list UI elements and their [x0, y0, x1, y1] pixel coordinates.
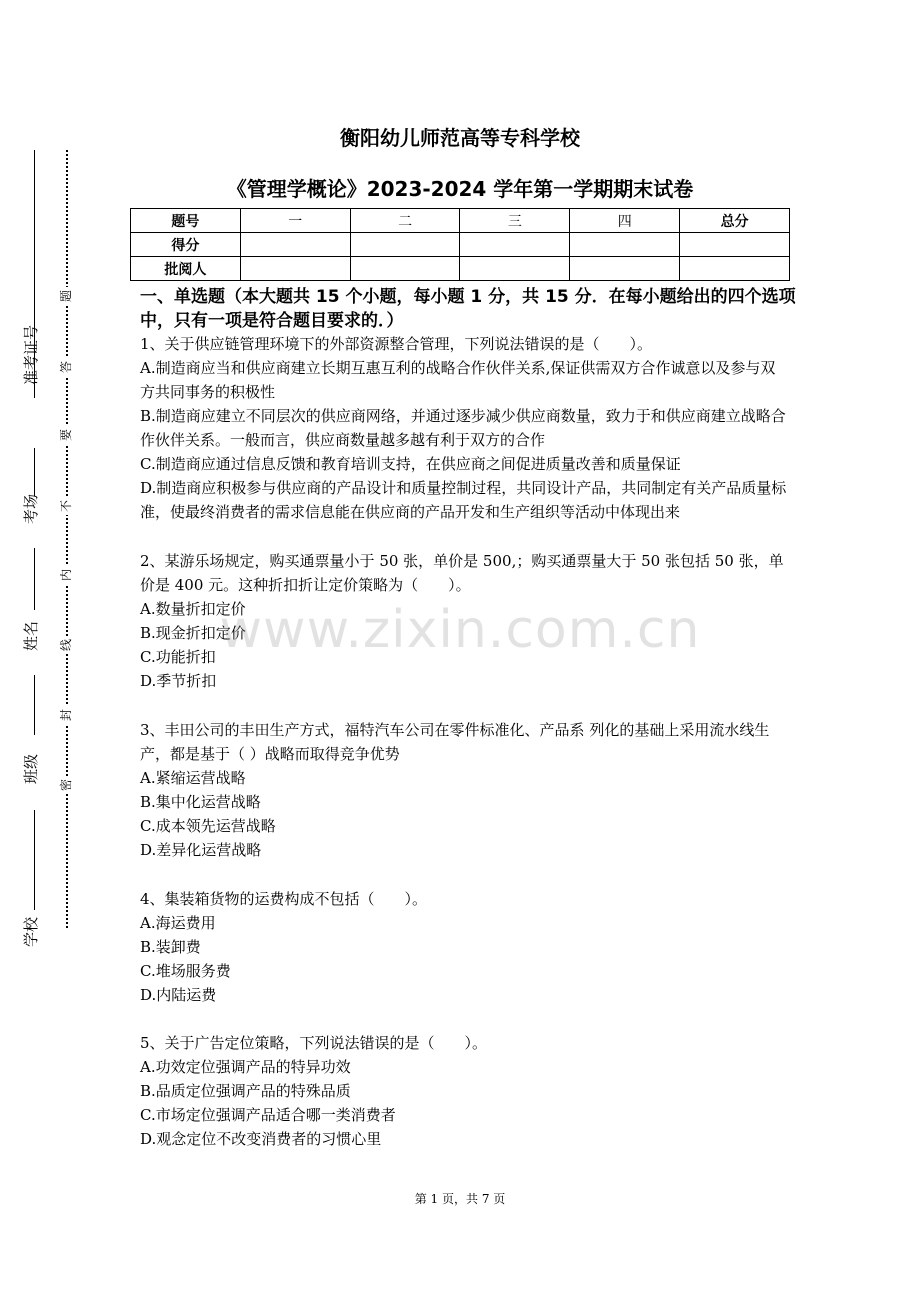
option-c: C.市场定位强调产品适合哪一类消费者 — [140, 1106, 396, 1124]
option-d: D.季节折扣 — [140, 672, 217, 690]
score-cell[interactable] — [570, 233, 680, 257]
question-3 — [140, 718, 790, 862]
seal-char: 线 — [57, 636, 75, 654]
seal-char: 封 — [57, 706, 75, 724]
seal-char: 答 — [57, 358, 75, 376]
grader-cell[interactable] — [570, 257, 680, 281]
name-label: 姓名 — [22, 621, 40, 652]
seal-char: 不 — [57, 497, 75, 515]
option-d: D.观念定位不改变消费者的习惯心里 — [140, 1130, 382, 1148]
option-c: C.制造商应通过信息反馈和教育培训支持，在供应商之间促进质量改善和质量保证 — [140, 455, 681, 473]
class-line — [34, 675, 35, 735]
school-label: 学校 — [22, 917, 40, 948]
question-stem: 3、丰田公司的丰田生产方式，福特汽车公司在零件标准化、产品系 列化的基础上采用流水线生产，都是基于（ ）战略而取得竞争优势 — [140, 721, 770, 763]
option-c: C.成本领先运营战略 — [140, 817, 276, 835]
option-d: D.差异化运营战略 — [140, 841, 262, 859]
grader-cell[interactable] — [350, 257, 460, 281]
seal-dotted-line — [66, 150, 68, 928]
grader-row — [131, 257, 790, 281]
column-header: 二 — [350, 209, 460, 233]
option-b: B.集中化运营战略 — [140, 793, 261, 811]
seal-char: 密 — [57, 776, 75, 794]
page-footer: 第 1 页，共 7 页 — [414, 1192, 506, 1206]
score-cell[interactable] — [680, 233, 790, 257]
grader-cell[interactable] — [460, 257, 570, 281]
school-title: 衡阳幼儿师范高等专科学校 — [340, 126, 580, 150]
option-b: B.品质定位强调产品的特殊品质 — [140, 1082, 351, 1100]
score-cell[interactable] — [460, 233, 570, 257]
watermark: www.zixin.com.cn — [219, 600, 701, 660]
question-stem: 1、关于供应链管理环境下的外部资源整合管理，下列说法错误的是（ ）。 — [140, 335, 653, 353]
option-a: A.紧缩运营战略 — [140, 769, 246, 787]
exam-number-label: 准考证号 — [22, 324, 40, 385]
score-row — [131, 233, 790, 257]
class-label: 班级 — [22, 754, 40, 785]
question-4 — [140, 887, 790, 1007]
option-c: C.功能折扣 — [140, 648, 216, 666]
row-label: 批阅人 — [131, 257, 241, 281]
school-line — [34, 810, 35, 910]
option-a: A.制造商应当和供应商建立长期互惠互利的战略合作伙伴关系,保证供需双方合作诚意以及参与双方共同事务的积极性 — [140, 359, 776, 401]
option-b: B.制造商应建立不同层次的供应商网络，并通过逐步减少供应商数量，致力于和供应商建立战略合作伙伴关系。一般而言，供应商数量越多越有利于双方的合作 — [140, 407, 786, 449]
question-stem: 2、某游乐场规定，购买通票量小于 50 张，单价是 500,；购买通票量大于 50 张包括 50 张，单价是 400 元。这种折扣折让定价策略为（ ）。 — [140, 552, 784, 594]
question-1 — [140, 332, 790, 524]
column-header: 题号 — [131, 209, 241, 233]
exam-title: 《管理学概论》2023-2024 学年第一学期期末试卷 — [226, 177, 694, 201]
option-a: A.数量折扣定价 — [140, 600, 246, 618]
row-label: 得分 — [131, 233, 241, 257]
score-table — [130, 208, 790, 281]
question-stem: 4、集装箱货物的运费构成不包括（ ）。 — [140, 890, 428, 908]
column-header: 一 — [240, 209, 350, 233]
score-cell[interactable] — [240, 233, 350, 257]
score-cell[interactable] — [350, 233, 460, 257]
question-stem: 5、关于广告定位策略，下列说法错误的是（ ）。 — [140, 1034, 488, 1052]
option-b: B.现金折扣定价 — [140, 624, 246, 642]
column-header: 三 — [460, 209, 570, 233]
column-header: 四 — [570, 209, 680, 233]
seal-char: 题 — [57, 287, 75, 305]
grader-cell[interactable] — [680, 257, 790, 281]
column-header: 总分 — [680, 209, 790, 233]
exam-room-label: 考场 — [22, 494, 40, 525]
seal-char: 要 — [57, 426, 75, 444]
option-a: A.海运费用 — [140, 914, 216, 932]
option-d: D.制造商应积极参与供应商的产品设计和质量控制过程，共同设计产品，共同制定有关产品质量标准，使最终消费者的需求信息能在供应商的产品开发和生产组织等活动中体现出来 — [140, 479, 787, 521]
question-5 — [140, 1031, 790, 1151]
score-table-header-row — [131, 209, 790, 233]
option-b: B.装卸费 — [140, 938, 201, 956]
option-c: C.堆场服务费 — [140, 962, 231, 980]
grader-cell[interactable] — [240, 257, 350, 281]
option-a: A.功效定位强调产品的特异功效 — [140, 1058, 351, 1076]
section-heading: 一、单选题（本大题共 15 个小题，每小题 1 分，共 15 分．在每小题给出的四个选项中，只有一项是符合题目要求的．） — [140, 287, 796, 331]
seal-char: 内 — [57, 566, 75, 584]
option-d: D.内陆运费 — [140, 986, 217, 1004]
